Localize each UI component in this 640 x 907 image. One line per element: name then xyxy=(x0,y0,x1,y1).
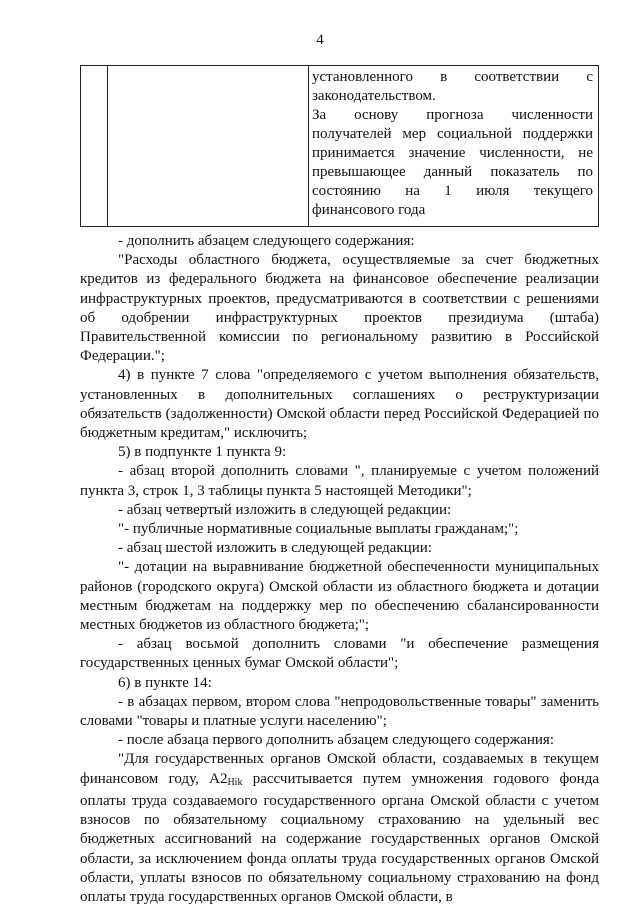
body-text xyxy=(80,232,599,907)
paragraph: - дополнить абзацем следующего содержания: xyxy=(118,233,415,249)
formula-subscript: Hik xyxy=(227,776,243,788)
page-number: 4 xyxy=(316,32,324,48)
paragraph: - после абзаца первого дополнить абзацем следующего содержания: xyxy=(118,732,554,749)
paragraph: 6) в пункте 14: xyxy=(118,674,212,691)
table-row xyxy=(81,66,599,227)
formula-text-after: рассчитывается путем умножения годового фонда оплаты труда создаваемого государственного органа Омской области с учетом взносов по обязательному социальному страхованию на удельный вес бюджетных ассигнований на содержание государственных органов Омской области, за исключением фонда оплаты труда государственных органов Омской области, уплаты взносов по обязательному социальному страхованию на фонд оплаты труда государственных органов Омской области, в xyxy=(80,770,599,905)
paragraph: "- публичные нормативные социальные выплаты гражданам;"; xyxy=(118,521,519,538)
cell-paragraph: За основу прогноза численности получателей мер социальной поддержки принимается значение численности, не превышающее данный показатель по состоянию на 1 июля текущего финансового года xyxy=(312,107,593,218)
paragraph: "Расходы областного бюджета, осуществляемые за счет бюджетных кредитов из федерального бюджета на финансовое обеспечение реализации инфраструктурных проектов, предусматриваются в соответствии с решениями об одобрении инфраструктурных проектов президиума (штаба) Правительственной комиссии по региональному развитию в Российской Федерации."; xyxy=(80,252,599,365)
paragraph: "- дотации на выравнивание бюджетной обеспеченности муниципальных районов (городского округа) Омской области из областного бюджета и дотации местным бюджетам на поддержку мер по обеспечению сбалансированности местных бюджетов из областного бюджета;"; xyxy=(80,559,599,634)
paragraph: - абзац восьмой дополнить словами "и обеспечение размещения государственных ценных бумаг Омской области"; xyxy=(80,636,599,672)
paragraph: - абзац шестой изложить в следующей редакции: xyxy=(118,540,432,557)
cell-paragraph: установленного в соответствии с законодательством. xyxy=(312,69,593,104)
formula-text-before: "Для государственных органов Омской области, создаваемых в текущем финансовом году, А2 xyxy=(80,751,599,787)
paragraph: 4) в пункте 7 слова "определяемого с учетом выполнения обязательств, установленных в дополнительных соглашениях о реструктуризации обязательств (задолженности) Омской области перед Российской Федерацией по бюджетным кредитам," исключить; xyxy=(80,367,599,442)
table-cell-description xyxy=(309,66,599,227)
continued-table xyxy=(80,65,599,227)
table-cell-number xyxy=(81,66,108,227)
paragraph-formula xyxy=(80,750,599,907)
paragraph: 5) в подпункте 1 пункта 9: xyxy=(118,444,287,461)
paragraph: - абзац четвертый изложить в следующей редакции: xyxy=(118,501,452,518)
paragraph: - в абзацах первом, втором слова "непродовольственные товары" заменить словами "товары и платные услуги населению"; xyxy=(80,693,599,730)
table-cell-name xyxy=(108,66,309,227)
paragraph: - абзац второй дополнить словами ", планируемые с учетом положений пункта 3, строк 1, 3 таблицы пункта 5 настоящей Методики"; xyxy=(80,463,599,499)
